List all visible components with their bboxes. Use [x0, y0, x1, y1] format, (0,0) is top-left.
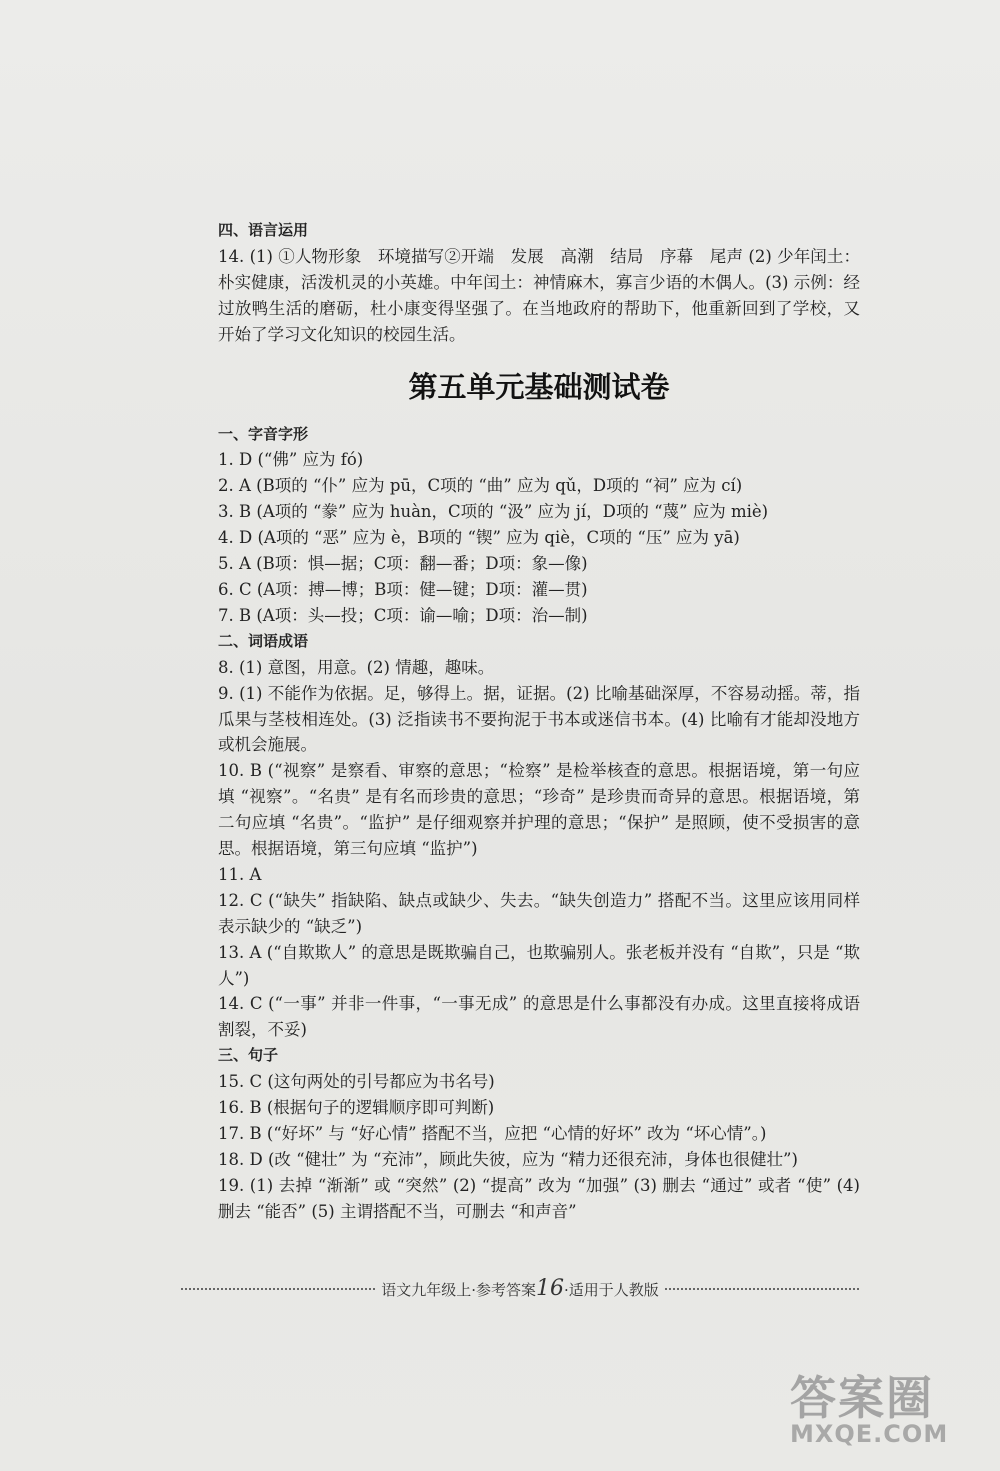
- footer-label: [381, 1276, 659, 1301]
- answer-item: 2. A (B项的 “仆” 应为 pū，C项的 “曲” 应为 qǔ，D项的 “祠” 应为 cí): [218, 476, 743, 496]
- page-number: 16: [536, 1276, 564, 1301]
- answer-item: 12. C (“缺失” 指缺陷、缺点或缺少、失去。“缺失创造力” 搭配不当。这里应该用同样表示缺少的 “缺乏”): [218, 890, 860, 936]
- answer-item: 17. B (“好坏” 与 “好心情” 搭配不当，应把 “心情的好坏” 改为 “坏心情”。): [218, 1124, 767, 1143]
- page-title: 第五单元基础测试卷: [408, 369, 670, 404]
- answer-item: 9. (1) 不能作为依据。足，够得上。据，证据。(2) 比喻基础深厚，不容易动摇。蒂，指瓜果与茎枝相连处。(3) 泛指读书不要拘泥于书本或迷信书本。(4) 比喻有才能却没地方或机会施展。: [218, 683, 860, 755]
- answer-item: 13. A (“自欺欺人” 的意思是既欺骗自己，也欺骗别人。张老板并没有 “自欺”，只是 “欺人”): [218, 942, 860, 988]
- answer-item: 18. D (改 “健壮” 为 “充沛”，顾此失彼，应为 “精力还很充沛，身体也很健壮”): [218, 1149, 798, 1169]
- answer-item: 6. C (A项：搏—博；B项：健—键；D项：灌—贯): [218, 579, 588, 599]
- footer-dots-right: [665, 1288, 859, 1290]
- footer-subject: 语文九年级上·参考答案: [381, 1281, 536, 1299]
- answer-item: 19. (1) 去掉 “渐渐” 或 “突然” (2) “提高” 改为 “加强” (3) 删去 “通过” 或者 “使” (4) 删去 “能否” (5) 主谓搭配不当，可删去 “和声音”: [218, 1175, 860, 1221]
- watermark-logo: 答案圈: [790, 1371, 934, 1425]
- answer-item: 4. D (A项的 “恶” 应为 è，B项的 “锲” 应为 qiè，C项的 “压” 应为 yā): [218, 528, 740, 548]
- footer-edition: ·适用于人教版: [564, 1281, 659, 1299]
- answer-item: 14. C (“一事” 并非一件事，“一事无成” 的意思是什么事都没有办成。这里直接将成语割裂，不妥): [218, 994, 860, 1040]
- answer-item: 15. C (这句两处的引号都应为书名号): [218, 1072, 495, 1092]
- watermark-url: MXQE.COM: [790, 1420, 949, 1448]
- answer-item: 14. (1) ①人物形象 环境描写②开端 发展 高潮 结局 序幕 尾声 (2) 少年闰土：朴实健康，活泼机灵的小英雄。中年闰土：神情麻木，寡言少语的木偶人。(3) 示例：经过放鸭生活的磨砺，杜小康变得坚强了。在当地政府的帮助下，他重新回到了学校，又开始了学习文化知识的校园生活。: [218, 246, 860, 344]
- watermark: [790, 1372, 1000, 1471]
- section-heading-pronunciation: 一、字音字形: [218, 424, 309, 443]
- section-heading-sentences: 三、句子: [218, 1046, 279, 1065]
- section-heading-vocabulary: 二、词语成语: [218, 631, 309, 650]
- answer-item: 8. (1) 意图，用意。(2) 情趣，趣味。: [218, 657, 495, 677]
- answer-item: 11. A: [218, 864, 262, 884]
- footer-dots-left: [181, 1288, 375, 1290]
- section-heading-language-use: 四、语言运用: [218, 221, 309, 239]
- answer-item: 1. D (“佛” 应为 fó): [218, 450, 364, 470]
- answer-item: 3. B (A项的 “豢” 应为 huàn，C项的 “汲” 应为 jí，D项的 “蔑” 应为 miè): [218, 502, 769, 522]
- answer-item: 10. B (“视察” 是察看、审察的意思；“检察” 是检举核查的意思。根据语境，第一句应填 “视察”。“名贵” 是有名而珍贵的意思；“珍奇” 是珍贵而奇异的意思。根据语境，第二句应填 “名贵”。“监护” 是仔细观察并护理的意思；“保护” 是照顾，使不受损害的意思。根据语境，第三句应填 “监护”): [218, 761, 860, 859]
- answer-item: 5. A (B项：惧—据；C项：翻—番；D项：象—像): [218, 554, 588, 574]
- answer-content: [218, 218, 860, 1225]
- answer-item: 16. B (根据句子的逻辑顺序即可判断): [218, 1098, 495, 1118]
- answer-item: 7. B (A项：头—投；C项：谕—喻；D项：治—制): [218, 605, 588, 625]
- page-footer: [175, 1276, 865, 1301]
